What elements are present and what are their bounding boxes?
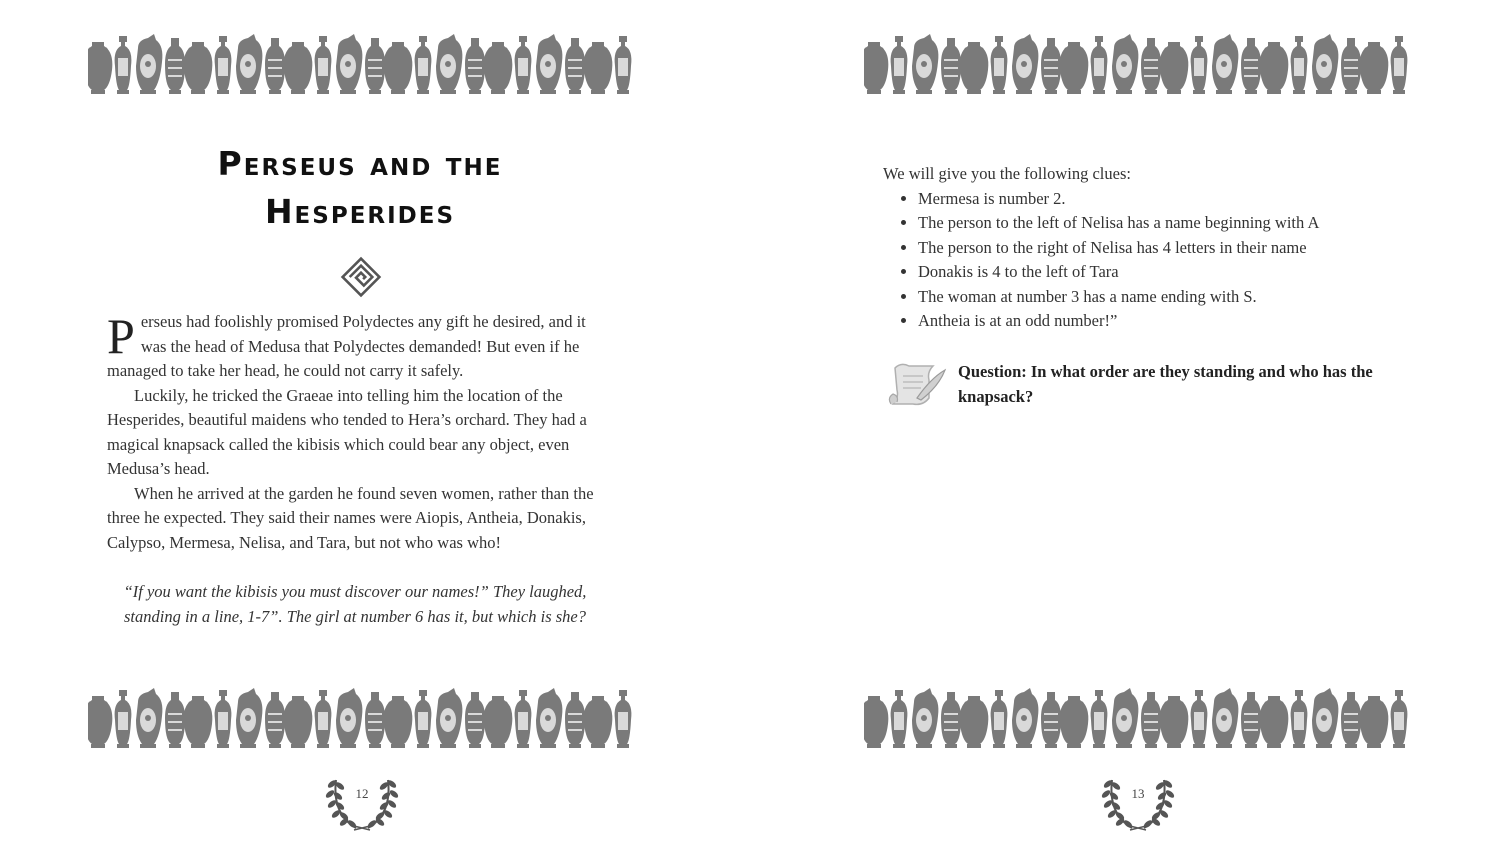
vase-icon xyxy=(365,692,385,748)
story-paragraph-3: When he arrived at the garden he found seven women, rather than the three he expected. They said their names were Aiopis, Antheia, Donakis, Calypso, Mermesa, Nelisa, and Tara, but not who was who! xyxy=(107,483,594,552)
vase-icon xyxy=(1191,690,1208,748)
vase-icon xyxy=(1260,696,1289,748)
vase-icon xyxy=(1360,696,1389,748)
vase-icon xyxy=(1341,692,1361,748)
vase-icon xyxy=(1041,692,1061,748)
vase-icon xyxy=(941,692,961,748)
vase-icon xyxy=(1160,696,1189,748)
vase-icon xyxy=(1212,688,1238,748)
vase-icon xyxy=(465,38,485,94)
page-number: 12 xyxy=(355,786,369,801)
vase-icon xyxy=(1060,696,1089,748)
vase-icon xyxy=(384,696,413,748)
vase-icon xyxy=(184,42,213,94)
chapter-title-line-1: Perseus and the xyxy=(217,144,503,183)
riddle-quote-line-1: “If you want the kibisis you must discover our names!” They laughed, xyxy=(123,582,587,601)
quill-scroll-icon xyxy=(883,358,947,412)
riddle-quote-line-2: standing in a line, 1-7”. The girl at number 6 has it, but which is she? xyxy=(123,606,586,626)
vase-icon xyxy=(284,42,313,94)
greek-key-diamond-icon xyxy=(340,256,382,302)
vase-icon xyxy=(265,692,285,748)
vase-icon xyxy=(315,36,332,94)
vase-icon xyxy=(1160,42,1189,94)
vase-icon xyxy=(484,42,513,94)
vase-icon xyxy=(1212,34,1238,94)
vase-icon xyxy=(1141,692,1161,748)
vase-icon xyxy=(864,42,888,94)
page-number-folio xyxy=(322,770,402,834)
vase-icon xyxy=(236,34,262,94)
vase-icon xyxy=(1241,38,1261,94)
vase-icon xyxy=(265,38,285,94)
vase-icon xyxy=(136,34,162,94)
vase-icon xyxy=(584,696,613,748)
vase-border-bottom-left xyxy=(88,686,636,752)
vase-icon xyxy=(960,696,989,748)
vase-icon xyxy=(1291,36,1308,94)
vase-icon xyxy=(864,696,888,748)
story-paragraph-1 xyxy=(107,310,612,384)
vase-icon xyxy=(215,690,232,748)
vase-icon xyxy=(515,36,532,94)
vase-icon xyxy=(1312,34,1338,94)
drop-cap: P xyxy=(107,308,135,364)
vase-icon xyxy=(1012,34,1038,94)
vase-icon xyxy=(365,38,385,94)
vase-icon xyxy=(1112,688,1138,748)
vase-icon xyxy=(415,36,432,94)
vase-icon xyxy=(536,688,562,748)
vase-icon xyxy=(536,34,562,94)
page-number: 13 xyxy=(1131,786,1145,801)
vase-icon xyxy=(1191,36,1208,94)
vase-icon xyxy=(336,688,362,748)
vase-icon xyxy=(136,688,162,748)
vase-icon xyxy=(336,34,362,94)
vase-icon xyxy=(1112,34,1138,94)
vase-icon xyxy=(315,690,332,748)
clue-item: • Antheia is at an odd number!” xyxy=(918,309,1353,334)
vase-icon xyxy=(1241,692,1261,748)
clue-item: • Mermesa is number 2. xyxy=(918,187,1353,212)
vase-icon xyxy=(436,688,462,748)
clue-item: • The person to the right of Nelisa has 4 letters in their name xyxy=(918,236,1353,261)
vase-icon xyxy=(1091,690,1108,748)
vase-icon xyxy=(215,36,232,94)
clue-list xyxy=(883,162,1353,334)
vase-icon xyxy=(941,38,961,94)
story-paragraph-2: Luckily, he tricked the Graeae into telling him the location of the Hesperides, beautiful maidens who tended to Hera’s orchard. They had a magical knapsack called the kibisis which could bear any object, even Medusa’s head. xyxy=(107,385,587,478)
vase-icon xyxy=(565,38,585,94)
vase-icon xyxy=(1360,42,1389,94)
story-paragraph-1-text: erseus had foolishly promised Polydectes any gift he desired, and it was the head of Medusa that Polydectes demanded! But even if he managed to take her head, he could not carry it safely. xyxy=(107,312,586,380)
right-page xyxy=(750,0,1500,857)
vase-icon xyxy=(1060,42,1089,94)
vase-icon xyxy=(1012,688,1038,748)
vase-icon xyxy=(465,692,485,748)
vase-icon xyxy=(115,690,132,748)
vase-icon xyxy=(1041,38,1061,94)
vase-icon xyxy=(991,36,1008,94)
vase-icon xyxy=(165,692,185,748)
vase-icon xyxy=(415,690,432,748)
vase-icon xyxy=(115,36,132,94)
clues-intro: We will give you the following clues: xyxy=(883,164,1131,183)
vase-icon xyxy=(384,42,413,94)
vase-icon xyxy=(88,42,112,94)
laurel-wreath-icon xyxy=(322,770,402,834)
vase-icon xyxy=(960,42,989,94)
vase-icon xyxy=(1312,688,1338,748)
clue-item: • The person to the left of Nelisa has a name beginning with A xyxy=(918,211,1353,236)
vase-icon xyxy=(236,688,262,748)
vase-icon xyxy=(515,690,532,748)
vase-icon xyxy=(1391,690,1408,748)
vase-icon xyxy=(565,692,585,748)
vase-border-top-right xyxy=(864,32,1414,98)
vase-icon xyxy=(912,34,938,94)
vase-icon xyxy=(891,36,908,94)
vase-icon xyxy=(1141,38,1161,94)
chapter-title-line-2: Hesperides xyxy=(264,192,456,231)
vase-icon xyxy=(1391,36,1408,94)
vase-icon xyxy=(1341,38,1361,94)
vase-icon xyxy=(436,34,462,94)
vase-icon xyxy=(184,696,213,748)
vase-icon xyxy=(1291,690,1308,748)
vase-icon xyxy=(991,690,1008,748)
vase-icon xyxy=(484,696,513,748)
question-text: Question: In what order are they standing and who has the knapsack? xyxy=(958,362,1373,406)
riddle-quote xyxy=(120,580,590,629)
vase-icon xyxy=(1091,36,1108,94)
vase-icon xyxy=(88,696,112,748)
laurel-wreath-icon xyxy=(1098,770,1178,834)
vase-border-top-left xyxy=(88,32,636,98)
story-text xyxy=(107,310,612,555)
clue-item: • The woman at number 3 has a name ending with S. xyxy=(918,285,1353,310)
clue-items xyxy=(883,187,1353,334)
vase-border-bottom-right xyxy=(864,686,1414,752)
page-number-folio xyxy=(1098,770,1178,834)
vase-icon xyxy=(584,42,613,94)
vase-icon xyxy=(1260,42,1289,94)
chapter-title xyxy=(150,140,570,236)
vase-icon xyxy=(615,690,632,748)
vase-icon xyxy=(891,690,908,748)
vase-icon xyxy=(912,688,938,748)
vase-icon xyxy=(165,38,185,94)
clue-item: • Donakis is 4 to the left of Tara xyxy=(918,260,1353,285)
vase-icon xyxy=(284,696,313,748)
vase-icon xyxy=(615,36,632,94)
